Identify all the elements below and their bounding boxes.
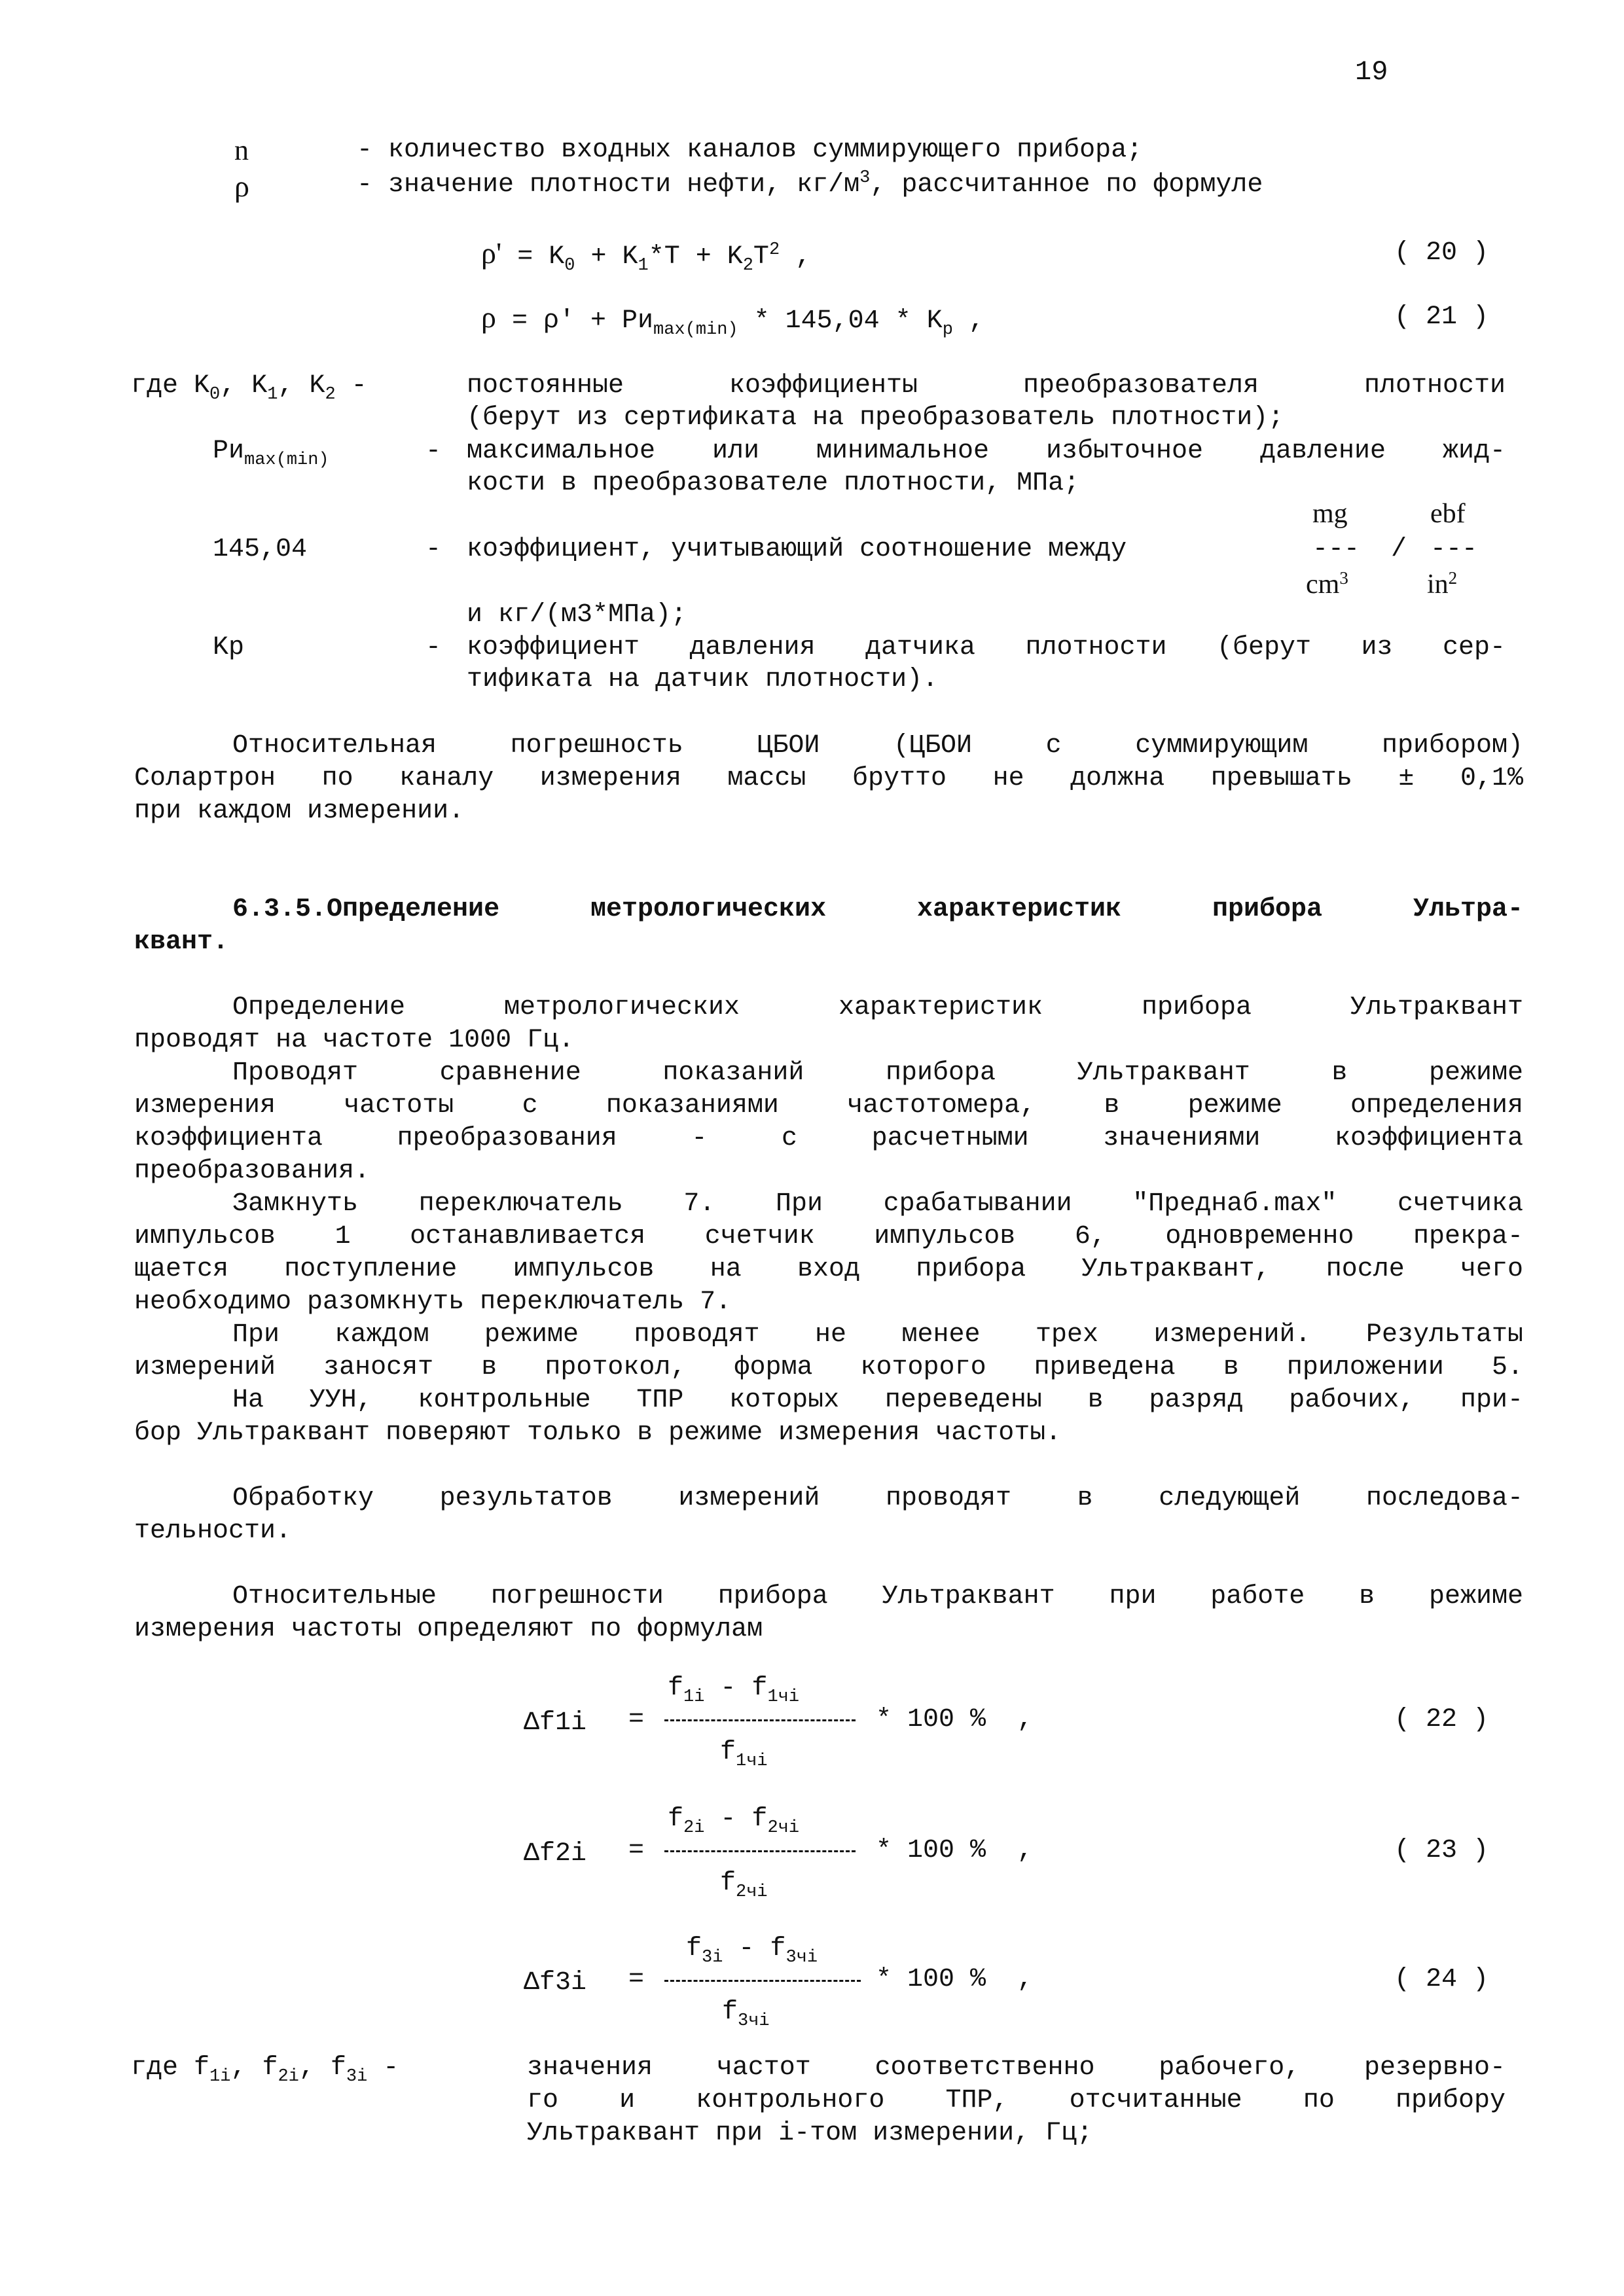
unit-mg: mg <box>1312 499 1348 529</box>
where-c-text: коэффициент, учитывающий соотношение между <box>467 535 1127 564</box>
formula-21-number: ( 21 ) <box>1394 302 1489 332</box>
body-p3-line4: необходимо разомкнуть переключатель 7. <box>134 1287 732 1317</box>
formula-24-equals: = <box>628 1965 645 1994</box>
formula-23-denominator: $f_{2чi}$ <box>720 1869 768 1902</box>
formula-24-fraction-bar <box>664 1980 861 1982</box>
formula-24-number: ( 24 ) <box>1394 1965 1489 1994</box>
formula-22-fraction-bar <box>664 1719 856 1721</box>
body-p6-line1: Обработку результатов измерений проводят в следующей последова- <box>232 1484 1523 1513</box>
formula-22-number: ( 22 ) <box>1394 1705 1489 1734</box>
unit-fraction-bar-right: --- <box>1430 535 1478 564</box>
where-f-line1: значения частот соответственно рабочего, резервно- <box>527 2053 1506 2083</box>
formula-24-numerator: $f_{3i} - f_{3чi}$ <box>686 1934 818 1967</box>
section-heading-line1: 6.3.5.Определение метрологических характеристик прибора Ультра- <box>232 895 1523 924</box>
body-p4-line2: измерений заносят в протокол, форма которого приведена в приложении 5. <box>134 1353 1523 1382</box>
body-p3-line1: Замкнуть переключатель 7. При срабатывании "Преднаб.max" счетчика <box>232 1189 1523 1219</box>
formula-22-numerator: $f_{1i} - f_{1чi}$ <box>668 1674 800 1707</box>
para1-line3: при каждом измерении. <box>134 797 465 826</box>
page-number: 19 <box>1355 56 1388 88</box>
where-kp-label: Kp <box>213 633 245 662</box>
body-p5-line1: На УУН, контрольные ТПР которых переведены в разряд рабочих, при- <box>232 1386 1523 1415</box>
body-p7-line1: Относительные погрешности прибора Ультраквант при работе в режиме <box>232 1582 1523 1611</box>
where-pi-line2: кости в преобразователе плотности, МПа; <box>467 469 1080 498</box>
body-p2-line2: измерения частоты с показаниями частотомера, в режиме определения <box>134 1091 1523 1121</box>
formula-23-lhs: Δf2i <box>524 1839 587 1869</box>
where-kp-line2: тификата на датчик плотности). <box>467 665 939 694</box>
where-f-line2: го и контрольного ТПР, отсчитанные по прибору <box>527 2086 1506 2115</box>
symbol-n-description: - количество входных каналов суммирующего прибора; <box>357 135 1143 165</box>
where-f-label: где $f_{1i}$, $f_{2i}$, $f_{3i}$ - <box>131 2053 399 2087</box>
body-p5-line2: бор Ультраквант поверяют только в режиме измерения частоты. <box>134 1418 1062 1448</box>
unit-in2: $in^2$ <box>1427 568 1458 600</box>
body-p1-line2: проводят на частоте 1000 Гц. <box>134 1026 575 1055</box>
where-f-line3: Ультраквант при i-том измерении, Гц; <box>527 2119 1093 2148</box>
symbol-rho-description: - значение плотности нефти, $кг/м^3$, рассчитанное по формуле <box>357 168 1263 200</box>
section-heading-line2: квант. <box>134 927 229 957</box>
formula-23-multiplier: * 100 % , <box>876 1836 1034 1865</box>
body-p2-line1: Проводят сравнение показаний прибора Ультраквант в режиме <box>232 1058 1523 1088</box>
body-p2-line4: преобразования. <box>134 1157 370 1186</box>
where-c-label: 145,04 <box>213 535 308 564</box>
formula-20: $\rho' = K_0 + K_1*T + K_2T^2$ , <box>481 236 812 276</box>
unit-fraction-bar-left: --- <box>1312 535 1360 564</box>
unit-slash: / <box>1391 535 1407 564</box>
where-kp-dash: - <box>425 633 442 662</box>
body-p7-line2: измерения частоты определяют по формулам <box>134 1615 763 1644</box>
formula-20-number: ( 20 ) <box>1394 238 1489 268</box>
formula-23-number: ( 23 ) <box>1394 1836 1489 1865</box>
body-p1-line1: Определение метрологических характеристик прибора Ультраквант <box>232 993 1523 1022</box>
where-pi-dash: - <box>425 437 442 466</box>
formula-22-multiplier: * 100 % , <box>876 1705 1034 1734</box>
formula-22-denominator: $f_{1чi}$ <box>720 1738 768 1771</box>
body-p6-line2: тельности. <box>134 1516 292 1546</box>
where-c-dash: - <box>425 535 442 564</box>
formula-24-multiplier: * 100 % , <box>876 1965 1034 1994</box>
where-pi-line1: максимальное или минимальное избыточное давление жид- <box>467 437 1506 466</box>
formula-23-numerator: $f_{2i} - f_{2чi}$ <box>668 1804 800 1838</box>
unit-ebf: ebf <box>1430 499 1466 529</box>
formula-22-equals: = <box>628 1705 645 1734</box>
para1-line1: Относительная погрешность ЦБОИ (ЦБОИ с суммирующим прибором) <box>232 731 1523 761</box>
where-k-line1: постоянные коэффициенты преобразователя плотности <box>467 371 1506 401</box>
formula-22-lhs: Δf1i <box>524 1708 587 1738</box>
where-c-line2: и кг/(м3*МПа); <box>467 600 687 630</box>
formula-24-denominator: $f_{3чi}$ <box>722 1998 770 2031</box>
where-pi-label: $Pи_{max(min)}$ <box>213 437 329 470</box>
unit-cm3: $cm^3$ <box>1306 568 1348 600</box>
body-p2-line3: коэффициента преобразования - с расчетными значениями коэффициента <box>134 1124 1523 1153</box>
where-k-line2: (берут из сертификата на преобразователь плотности); <box>467 403 1284 433</box>
body-p3-line2: импульсов 1 останавливается счетчик импульсов 6, одновременно прекра- <box>134 1222 1523 1251</box>
where-kp-line1: коэффициент давления датчика плотности (берут из сер- <box>467 633 1506 662</box>
formula-23-equals: = <box>628 1836 645 1865</box>
formula-24-lhs: Δf3i <box>524 1968 587 1998</box>
where-k-label: где $K_0$, $K_1$, $K_2$ - <box>131 371 367 404</box>
body-p4-line1: При каждом режиме проводят не менее трех измерений. Результаты <box>232 1320 1523 1350</box>
formula-23-fraction-bar <box>664 1850 856 1852</box>
para1-line2: Солартрон по каналу измерения массы брутто не должна превышать ± 0,1% <box>134 764 1523 793</box>
body-p3-line3: щается поступление импульсов на вход прибора Ультраквант, после чего <box>134 1255 1523 1284</box>
symbol-rho: ρ <box>234 170 249 203</box>
formula-21: $\rho = \rho' + Pи_{max(min)} * 145,04 * K_p$ , <box>481 300 984 340</box>
symbol-n: n <box>234 134 249 166</box>
